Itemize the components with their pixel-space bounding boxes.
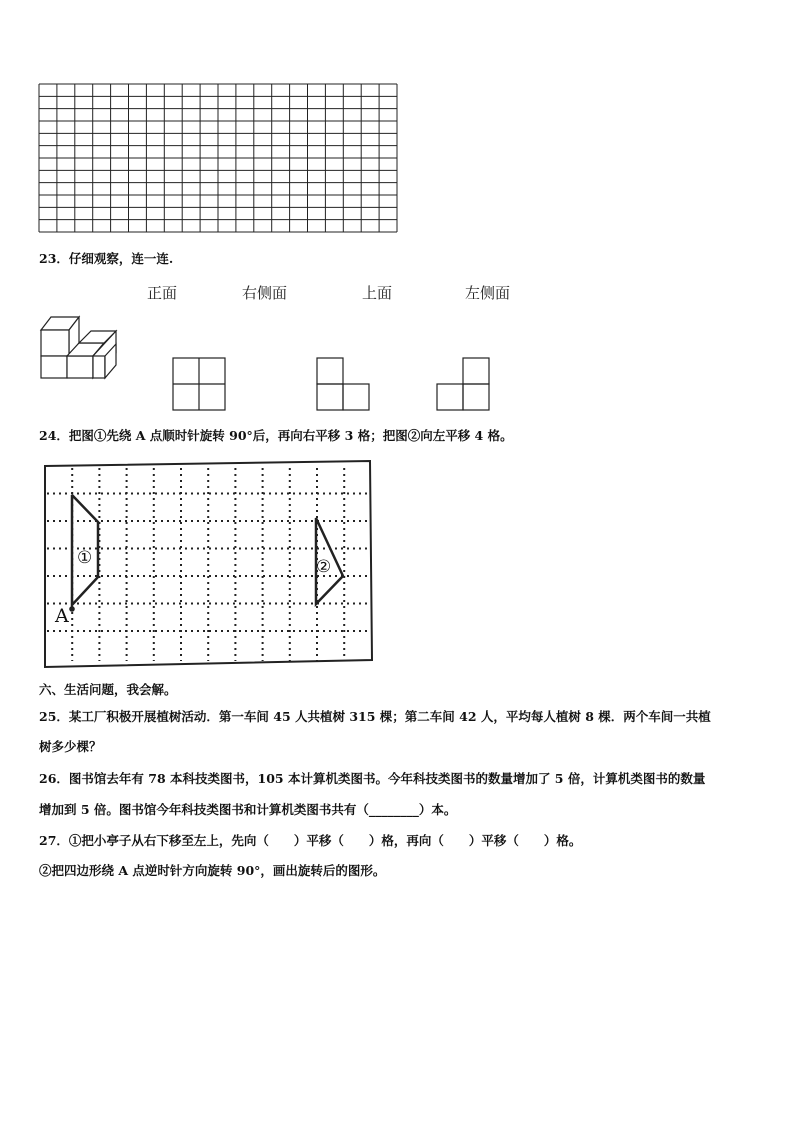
cube-front-face: [41, 356, 67, 378]
point-a: [69, 606, 75, 612]
view-option-l-left[interactable]: [316, 357, 372, 413]
view-label-top: 上面: [362, 284, 393, 302]
blank-grid: [39, 84, 399, 234]
view-option-square[interactable]: [172, 357, 228, 413]
section-6-title: 六、生活问题，我会解。: [39, 682, 177, 697]
view-label-left: 左侧面: [465, 284, 511, 302]
figure-1-label: ①: [77, 548, 93, 568]
question-23-title: 23．仔细观察，连一连.: [39, 251, 174, 266]
question-24-title: 24．把图①先绕 A 点顺时针旋转 90°后，再向右平移 3 格；把图②向左平移 4 格。: [39, 428, 513, 443]
question-27-line-1: 27．①把小亭子从右下移至左上，先向（ ）平移（ ）格，再向（ ）平移（ ）格。: [39, 833, 582, 848]
view-label-front: 正面: [147, 284, 178, 302]
question-25-line-2: 树多少棵？: [39, 739, 102, 754]
point-a-label: A: [55, 605, 69, 627]
cube-front-face: [41, 330, 69, 356]
view-label-right: 右侧面: [242, 284, 288, 302]
figure-2-label: ②: [316, 557, 332, 577]
question-26-line-1: 26．图书馆去年有 78 本科技类图书，105 本计算机类图书。今年科技类图书的数量增加了 5 倍，计算机类图书的数量: [39, 771, 706, 786]
question-26-line-2: 增加到 5 倍。图书馆今年科技类图书和计算机类图书共有（________）本。: [39, 802, 457, 817]
question-25-line-1: 25．某工厂积极开展植树活动．第一车间 45 人共植树 315 棵；第二车间 42 人，平均每人植树 8 棵．两个车间一共植: [39, 709, 711, 724]
cube-front-face: [67, 356, 93, 378]
cube-stack-figure: [38, 315, 128, 385]
question-27-line-2: ②把四边形绕 A 点逆时针方向旋转 90°，画出旋转后的图形。: [39, 863, 386, 878]
view-option-l-right[interactable]: [436, 357, 492, 413]
